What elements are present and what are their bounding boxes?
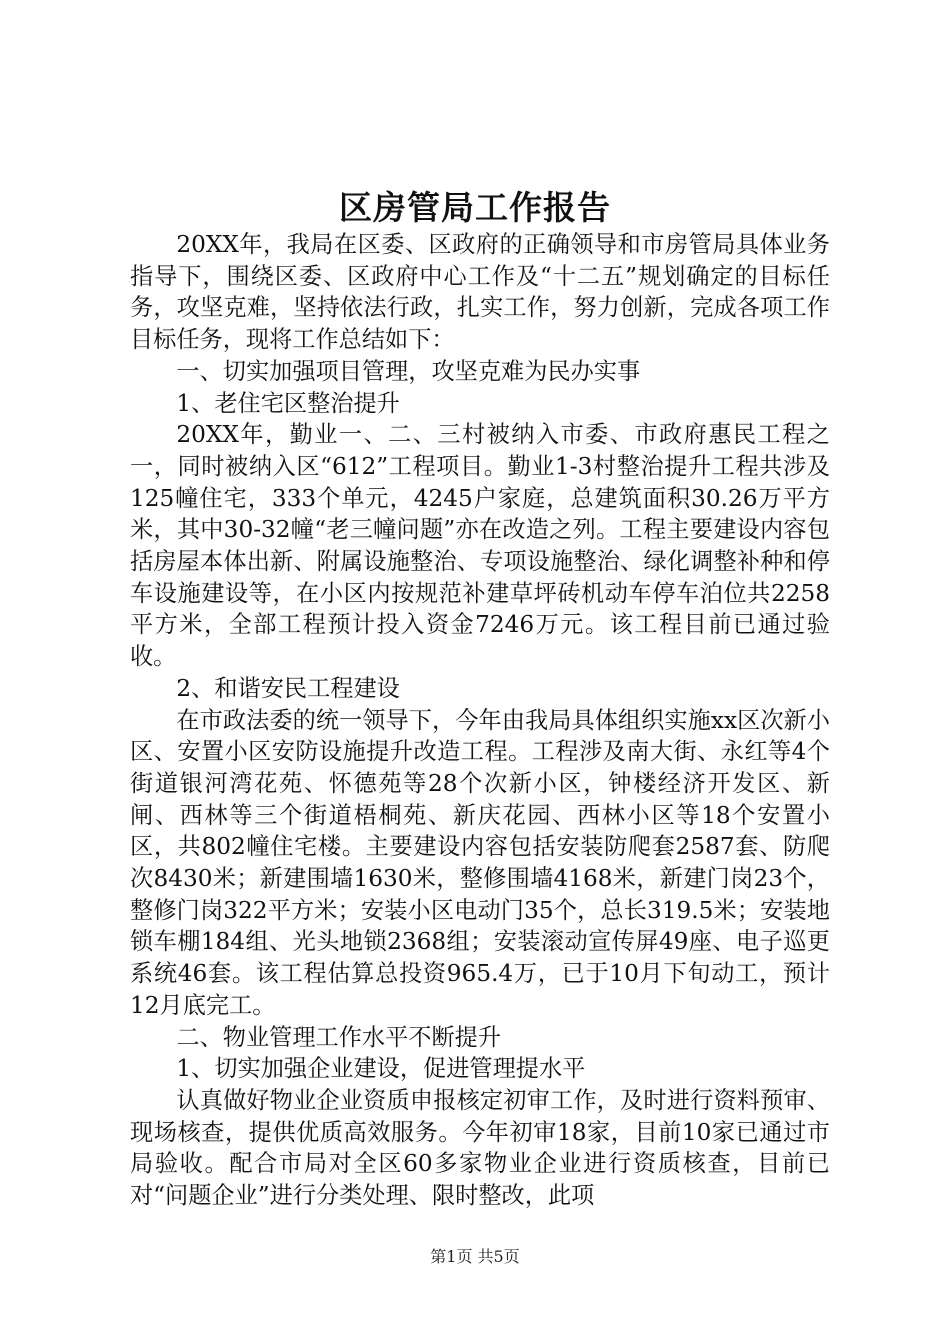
paragraph-security-project: 在市政法委的统一领导下，今年由我局具体组织实施xx区次新小区、安置小区安防设施提升改造工程。工程涉及南大街、永红等4个街道银河湾花苑、怀德苑等28个次新小区，钟楼经济开发区、新闸、西林等三个街道梧桐苑、新庆花园、西林小区等18个安置小区，共802幢住宅楼。主要建设内容包括安装防爬套2587套、防爬次8430米；新建围墙1630米，整修围墙4168米，新建门岗23个，整修门岗322平方米；安装小区电动门35个，总长319.5米；安装地锁车棚184组、光头地锁2368组；安装滚动宣传屏49座、电子巡更系统46套。该工程估算总投资965.4万，已于10月下旬动工，预计12月底完工。 xyxy=(130,706,830,1019)
paragraph-intro: 20XX年，我局在区委、区政府的正确领导和市房管局具体业务指导下，围绕区委、区政府中心工作及“十二五”规划确定的目标任务，攻坚克难，坚持依法行政，扎实工作，努力创新，完成各项工作目标任务，现将工作总结如下： xyxy=(130,231,830,354)
page-footer: 第1页 共5页 xyxy=(430,1247,520,1266)
paragraph-old-residential: 20XX年，勤业一、二、三村被纳入市委、市政府惠民工程之一，同时被纳入区“612”工程项目。勤业1-3村整治提升工程共涉及125幢住宅，333个单元，4245户家庭，总建筑面积30.26万平方米，其中30-32幢“老三幢问题”亦在改造之列。工程主要建设内容包括房屋本体出新、附属设施整治、专项设施整治、绿化调整补种和停车设施建设等，在小区内按规范补建草坪砖机动车停车泊位共2258平方米，全部工程预计投入资金7246万元。该工程目前已通过验收。 xyxy=(130,421,830,671)
document-body xyxy=(130,229,830,1212)
section-heading-2: 二、物业管理工作水平不断提升 xyxy=(176,1023,502,1051)
subsection-heading-1-1: 1、老住宅区整治提升 xyxy=(176,389,400,417)
section-heading-1: 一、切实加强项目管理，攻坚克难为民办实事 xyxy=(176,357,641,385)
subsection-heading-1-2: 2、和谐安民工程建设 xyxy=(176,674,400,702)
paragraph-enterprise-qualification: 认真做好物业企业资质申报核定初审工作，及时进行资料预审、现场核查，提供优质高效服务。今年初审18家，目前10家已通过市局验收。配合市局对全区60多家物业企业进行资质核查，目前已对“问题企业”进行分类处理、限时整改，此项 xyxy=(130,1086,830,1210)
document-title: 区房管局工作报告 xyxy=(339,188,611,227)
subsection-heading-2-1: 1、切实加强企业建设，促进管理提水平 xyxy=(176,1055,586,1083)
